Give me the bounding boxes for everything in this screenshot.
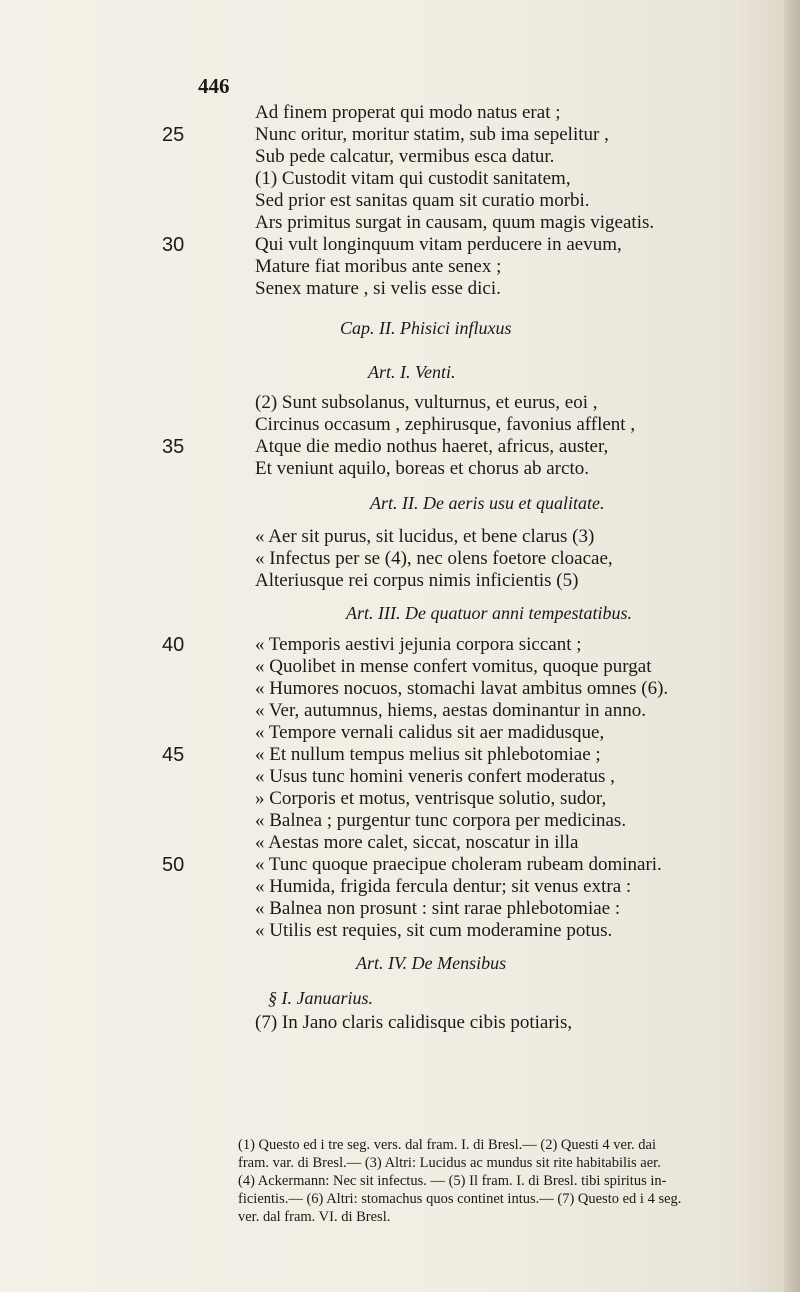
verse-group-januarius (0, 1012, 790, 1034)
line-number: 40 (162, 634, 185, 656)
verse-text-line: Et veniunt aquilo, boreas et chorus ab arcto. (255, 458, 589, 479)
verse-line (0, 392, 790, 414)
verse-line (0, 876, 790, 898)
verse-line (0, 898, 790, 920)
verse-text-line: « Aestas more calet, siccat, noscatur in illa (255, 832, 579, 853)
line-number: 45 (162, 744, 185, 766)
verse-line (0, 766, 790, 788)
verse-text (0, 102, 790, 1034)
page-number: 446 (198, 74, 230, 98)
verse-text-line: « Temporis aestivi jejunia corpora siccant ; (255, 634, 582, 655)
verse-line (0, 634, 790, 656)
footnotes (238, 1136, 786, 1226)
footnote-line: fram. var. di Bresl.— (3) Altri: Lucidus ac mundus sit rite habitabilis aer. (238, 1155, 661, 1171)
verse-text-line: « Usus tunc homini veneris confert moderatus , (255, 766, 615, 787)
verse-text-line: Circinus occasum , zephirusque, favonius afflent , (255, 414, 636, 435)
line-number: 50 (162, 854, 185, 876)
verse-text-line: « Humores nocuos, stomachi lavat ambitus omnes (6). (255, 678, 669, 699)
verse-line (0, 168, 790, 190)
footnote-line: (1) Questo ed i tre seg. vers. dal fram. I. di Bresl.— (2) Questi 4 ver. dai (238, 1137, 656, 1153)
article-heading-3: Art. III. De quatuor anni tempestatibus. (346, 603, 632, 623)
verse-line (0, 256, 790, 278)
verse-line (0, 102, 790, 124)
verse-line (0, 436, 790, 458)
verse-line (0, 832, 790, 854)
verse-text-line: Nunc oritur, moritur statim, sub ima sepelitur , (255, 124, 609, 145)
verse-text-line: Sub pede calcatur, vermibus esca datur. (255, 146, 555, 167)
verse-text-line: Ad finem properat qui modo natus erat ; (255, 102, 561, 123)
verse-line (0, 700, 790, 722)
verse-line (0, 722, 790, 744)
verse-line (0, 744, 790, 766)
line-number: 30 (162, 234, 185, 256)
verse-text-line: « Tempore vernali calidus sit aer madidusque, (255, 722, 605, 743)
verse-group-venti (0, 392, 790, 480)
verse-line (0, 548, 790, 570)
verse-line (0, 458, 790, 480)
verse-text-line: « Quolibet in mense confert vomitus, quoque purgat (255, 656, 652, 677)
footnote-line: ficientis.— (6) Altri: stomachus quos continet intus.— (7) Questo ed i 4 seg. (238, 1191, 682, 1207)
verse-line (0, 526, 790, 548)
article-heading-4: Art. IV. De Mensibus (356, 953, 507, 973)
verse-line (0, 920, 790, 942)
verse-text-line: « Balnea ; purgentur tunc corpora per medicinas. (255, 810, 627, 831)
verse-line (0, 678, 790, 700)
footnote-line: ver. dal fram. VI. di Bresl. (238, 1209, 391, 1225)
verse-text-line: Atque die medio nothus haeret, africus, auster, (255, 436, 609, 457)
verse-line (0, 810, 790, 832)
verse-text-line: « Humida, frigida fercula dentur; sit venus extra : (255, 876, 632, 897)
section-heading-januarius: § I. Januarius. (268, 988, 373, 1008)
verse-line (0, 854, 790, 876)
article-heading-1: Art. I. Venti. (368, 362, 456, 382)
verse-text-line: (2) Sunt subsolanus, vulturnus, et eurus, eoi , (255, 392, 598, 413)
verse-line (0, 656, 790, 678)
verse-group-intro (0, 102, 790, 300)
verse-text-line: (1) Custodit vitam qui custodit sanitatem, (255, 168, 571, 189)
verse-line (0, 278, 790, 300)
verse-text-line: « Infectus per se (4), nec olens foetore cloacae, (255, 548, 613, 569)
verse-text-line: « Aer sit purus, sit lucidus, et bene clarus (3) (255, 526, 595, 547)
verse-text-line: « Tunc quoque praecipue choleram rubeam dominari. (255, 854, 662, 875)
footnote-line: (4) Ackermann: Nec sit infectus. — (5) Il fram. I. di Bresl. tibi spiritus in- (238, 1173, 667, 1189)
verse-text-line: (7) In Jano claris calidisque cibis potiaris, (255, 1012, 573, 1033)
verse-text-line: Ars primitus surgat in causam, quum magis vigeatis. (255, 212, 655, 233)
verse-line (0, 570, 790, 592)
verse-text-line: « Et nullum tempus melius sit phlebotomiae ; (255, 744, 601, 765)
verse-text-line: « Utilis est requies, sit cum moderamine potus. (255, 920, 613, 941)
verse-group-aer (0, 526, 790, 592)
article-heading-2: Art. II. De aeris usu et qualitate. (370, 493, 605, 513)
verse-line (0, 124, 790, 146)
verse-group-tempestates (0, 634, 790, 942)
verse-text-line: Qui vult longinquum vitam perducere in aevum, (255, 234, 622, 255)
verse-line (0, 234, 790, 256)
verse-text-line: » Corporis et motus, ventrisque solutio, sudor, (255, 788, 607, 809)
verse-text-line: Sed prior est sanitas quam sit curatio morbi. (255, 190, 590, 211)
verse-text-line: « Balnea non prosunt : sint rarae phlebotomiae : (255, 898, 621, 919)
verse-text-line: Mature fiat moribus ante senex ; (255, 256, 502, 277)
verse-line (0, 788, 790, 810)
verse-line (0, 212, 790, 234)
verse-text-line: « Ver, autumnus, hiems, aestas dominantur in anno. (255, 700, 646, 721)
chapter-heading: Cap. II. Phisici influxus (340, 318, 512, 338)
line-number: 25 (162, 124, 185, 146)
verse-line (0, 414, 790, 436)
verse-line (0, 1012, 790, 1034)
verse-text-line: Alteriusque rei corpus nimis inficientis (5) (255, 570, 579, 591)
verse-line (0, 146, 790, 168)
verse-line (0, 190, 790, 212)
line-number: 35 (162, 436, 185, 458)
verse-text-line: Senex mature , si velis esse dici. (255, 278, 501, 299)
